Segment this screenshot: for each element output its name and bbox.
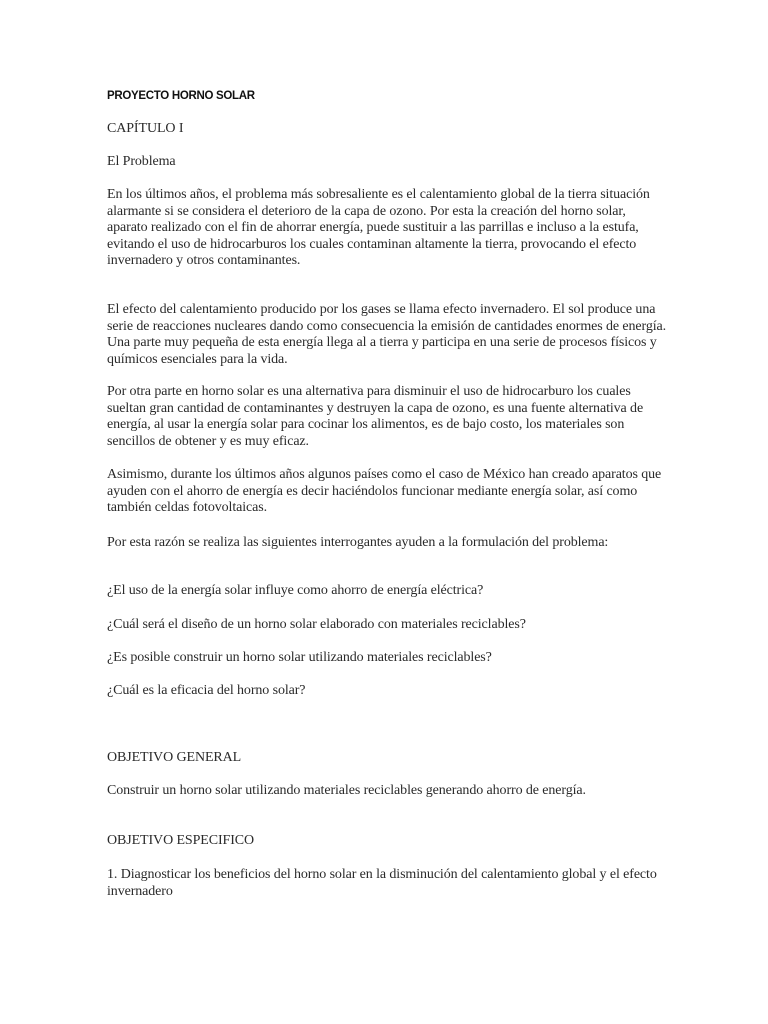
paragraph-greenhouse-effect: El efecto del calentamiento producido por los gases se llama efecto invernadero. El sol produce una serie de reacciones nucleares dando como consecuencia la emisión de cantidades enormes de energía. Una parte muy pequeña de esta energía llega al a tierra y participa en una serie de procesos físicos y químicos esenciales para la vida. <box>107 302 667 367</box>
question-item: ¿Es posible construir un horno solar utilizando materiales reciclables? <box>107 650 492 665</box>
paragraph-intro: En los últimos años, el problema más sobresaliente es el calentamiento global de la tierra situación alarmante si se considera el deterioro de la capa de ozono. Por esta la creación del horno solar, aparato realizado con el fin de ahorrar energía, puede sustituir a las parrillas e incluso a la estufa, evitando el uso de hidrocarburos los cuales contaminan altamente la tierra, provocando el efecto invernadero y otros contaminantes. <box>107 187 650 268</box>
specific-objective-item: 1. Diagnosticar los beneficios del horno solar en la disminución del calentamiento global y el efecto invernadero <box>107 867 657 899</box>
paragraph-mexico: Asimismo, durante los últimos años algunos países como el caso de México han creado aparatos que ayuden con el ahorro de energía es decir haciéndolos funcionar mediante energía solar, así como también celdas fotovoltaicas. <box>107 467 662 515</box>
document-title: PROYECTO HORNO SOLAR <box>107 90 255 102</box>
paragraph-questions-intro: Por esta razón se realiza las siguientes interrogantes ayuden a la formulación del problema: <box>107 535 609 550</box>
general-objective-text: Construir un horno solar utilizando materiales reciclables generando ahorro de energía. <box>107 783 586 798</box>
question-item: ¿Cuál es la eficacia del horno solar? <box>107 683 306 698</box>
question-item: ¿Cuál será el diseño de un horno solar elaborado con materiales reciclables? <box>107 617 526 632</box>
section-heading: El Problema <box>107 154 176 169</box>
paragraph-solar-oven-alternative: Por otra parte en horno solar es una alternativa para disminuir el uso de hidrocarburo los cuales sueltan gran cantidad de contaminantes y destruyen la capa de ozono, es una fuente alternativa de energía, al usar la energía solar para cocinar los alimentos, es de bajo costo, los materiales son sencillos de obtener y es muy eficaz. <box>107 384 644 449</box>
general-objective-heading: OBJETIVO GENERAL <box>107 750 242 765</box>
specific-objective-heading: OBJETIVO ESPECIFICO <box>107 833 255 848</box>
chapter-heading: CAPÍTULO I <box>107 121 184 136</box>
question-item: ¿El uso de la energía solar influye como ahorro de energía eléctrica? <box>107 583 484 598</box>
